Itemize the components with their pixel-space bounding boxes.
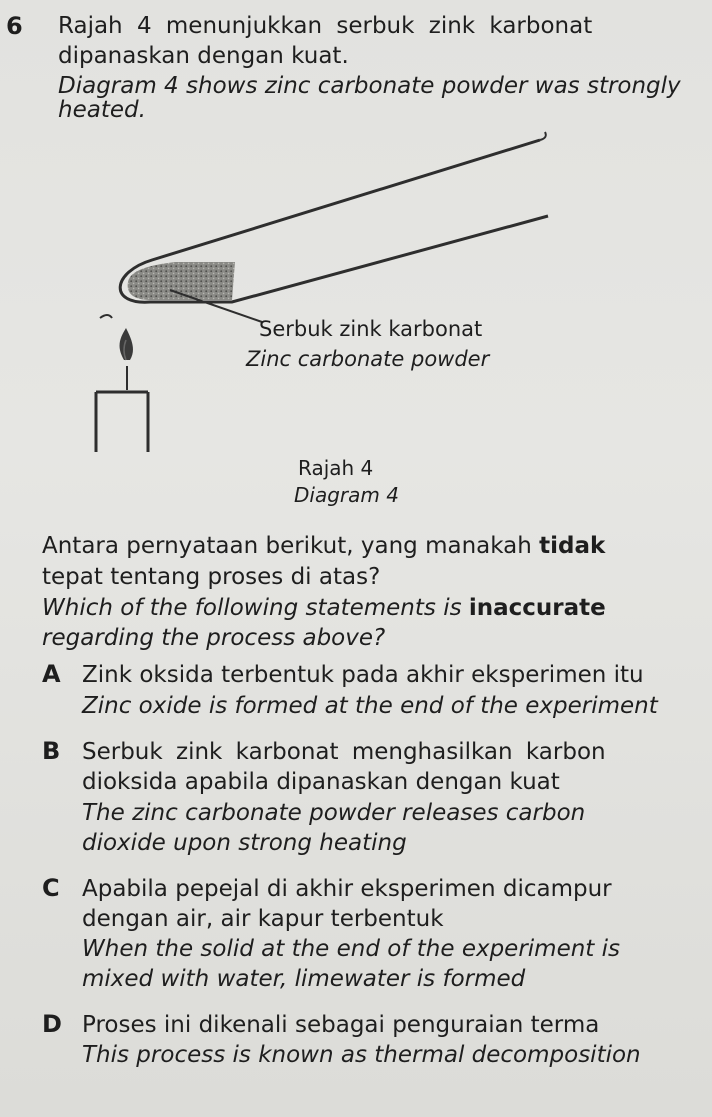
option-b-en-line-2: dioxide upon strong heating bbox=[82, 830, 407, 856]
stem-en-line-1: Diagram 4 shows zinc carbonate powder was strongly bbox=[58, 73, 681, 99]
test-tube-diagram bbox=[0, 0, 712, 500]
prompt-en-emphasis: inaccurate bbox=[468, 595, 606, 621]
prompt-ms-line-2: tepat tentang proses di atas? bbox=[42, 564, 381, 590]
option-a-letter: A bbox=[42, 660, 61, 688]
option-b-ms-line-2: dioksida apabila dipanaskan dengan kuat bbox=[82, 769, 560, 795]
option-c-en-line-2: mixed with water, limewater is formed bbox=[82, 966, 526, 992]
prompt-en-line-1 bbox=[42, 594, 606, 622]
option-d-en: This process is known as thermal decomposition bbox=[82, 1042, 641, 1068]
option-d-letter: D bbox=[42, 1010, 62, 1038]
diagram-caption-en: Diagram 4 bbox=[294, 483, 399, 507]
option-a-ms: Zink oksida terbentuk pada akhir eksperimen itu bbox=[82, 662, 644, 688]
option-b-en-line-1: The zinc carbonate powder releases carbon bbox=[82, 800, 586, 826]
test-tube-lip bbox=[540, 132, 546, 140]
flame-outer bbox=[100, 315, 112, 318]
option-c-en-line-1: When the solid at the end of the experiment is bbox=[82, 936, 621, 962]
stem-ms-line-2: dipanaskan dengan kuat. bbox=[58, 43, 349, 69]
prompt-en-text: Which of the following statements is bbox=[42, 595, 462, 621]
prompt-ms-line-1 bbox=[42, 532, 605, 560]
question-number: 6 bbox=[6, 12, 23, 40]
option-b-letter: B bbox=[42, 737, 61, 765]
option-c-ms-line-2: dengan air, air kapur terbentuk bbox=[82, 906, 444, 932]
option-b-ms-line-1: Serbuk zink karbonat menghasilkan karbon bbox=[82, 739, 606, 765]
flame-icon bbox=[120, 328, 133, 360]
prompt-ms-text: Antara pernyataan berikut, yang manakah bbox=[42, 533, 532, 559]
option-c-letter: C bbox=[42, 874, 60, 902]
powder-label-en: Zinc carbonate powder bbox=[246, 347, 490, 371]
option-d-ms: Proses ini dikenali sebagai penguraian terma bbox=[82, 1012, 600, 1038]
powder-label-ms: Serbuk zink karbonat bbox=[259, 317, 483, 341]
prompt-ms-emphasis: tidak bbox=[539, 533, 606, 559]
option-c-ms-line-1: Apabila pepejal di akhir eksperimen dicampur bbox=[82, 876, 612, 902]
prompt-en-line-2: regarding the process above? bbox=[42, 625, 386, 651]
diagram-caption-ms: Rajah 4 bbox=[298, 456, 374, 480]
stem-en-line-2: heated. bbox=[58, 97, 146, 123]
option-a-en: Zinc oxide is formed at the end of the experiment bbox=[82, 693, 658, 719]
stem-ms-line-1: Rajah 4 menunjukkan serbuk zink karbonat bbox=[58, 13, 593, 39]
